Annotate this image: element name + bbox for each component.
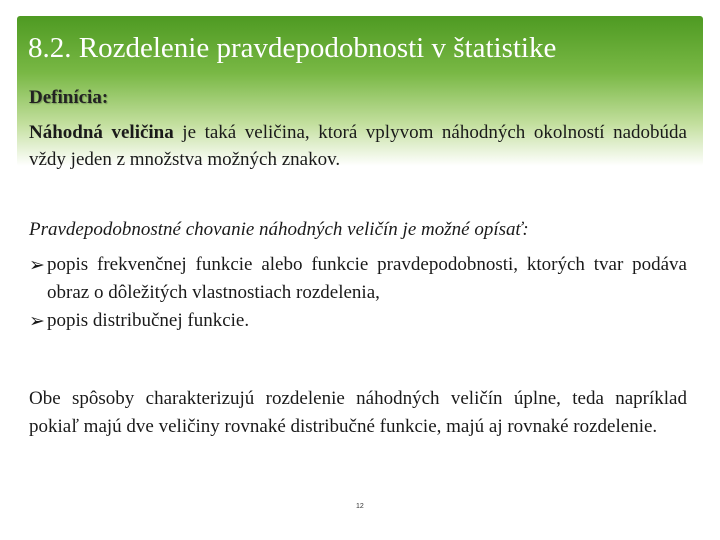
slide-title: 8.2. Rozdelenie pravdepodobnosti v štatistike: [28, 32, 557, 64]
bullet-text: popis frekvenčnej funkcie alebo funkcie pravdepodobnosti, ktorých tvar podáva obraz o dôležitých vlastnostiach rozdelenia,: [47, 254, 687, 303]
bullet-text: popis distribučnej funkcie.: [47, 310, 250, 331]
summary-text: Obe spôsoby charakterizujú rozdelenie náhodných veličín úplne, teda napríklad pokiaľ majú dve veličiny rovnaké distribučné funkcie, majú aj rovnaké rozdelenie.: [29, 388, 687, 437]
definition-label: Definícia:: [29, 87, 109, 108]
definition-body: je taká veličina, ktorá vplyvom náhodných okolností nadobúda vždy jeden z množstva možných znakov.: [29, 122, 687, 170]
intro-text: Pravdepodobnostné chovanie náhodných veličín je možné opísať:: [29, 219, 529, 240]
definition-text: [29, 119, 687, 173]
list-item: [29, 251, 687, 307]
definition-term: Náhodná veličina: [29, 122, 174, 143]
arrowhead-bullet-icon: ➢: [29, 254, 45, 276]
list-item: [29, 307, 687, 335]
page-number: 12: [356, 503, 364, 510]
bullet-list: [29, 251, 687, 335]
arrowhead-bullet-icon: ➢: [29, 310, 45, 332]
